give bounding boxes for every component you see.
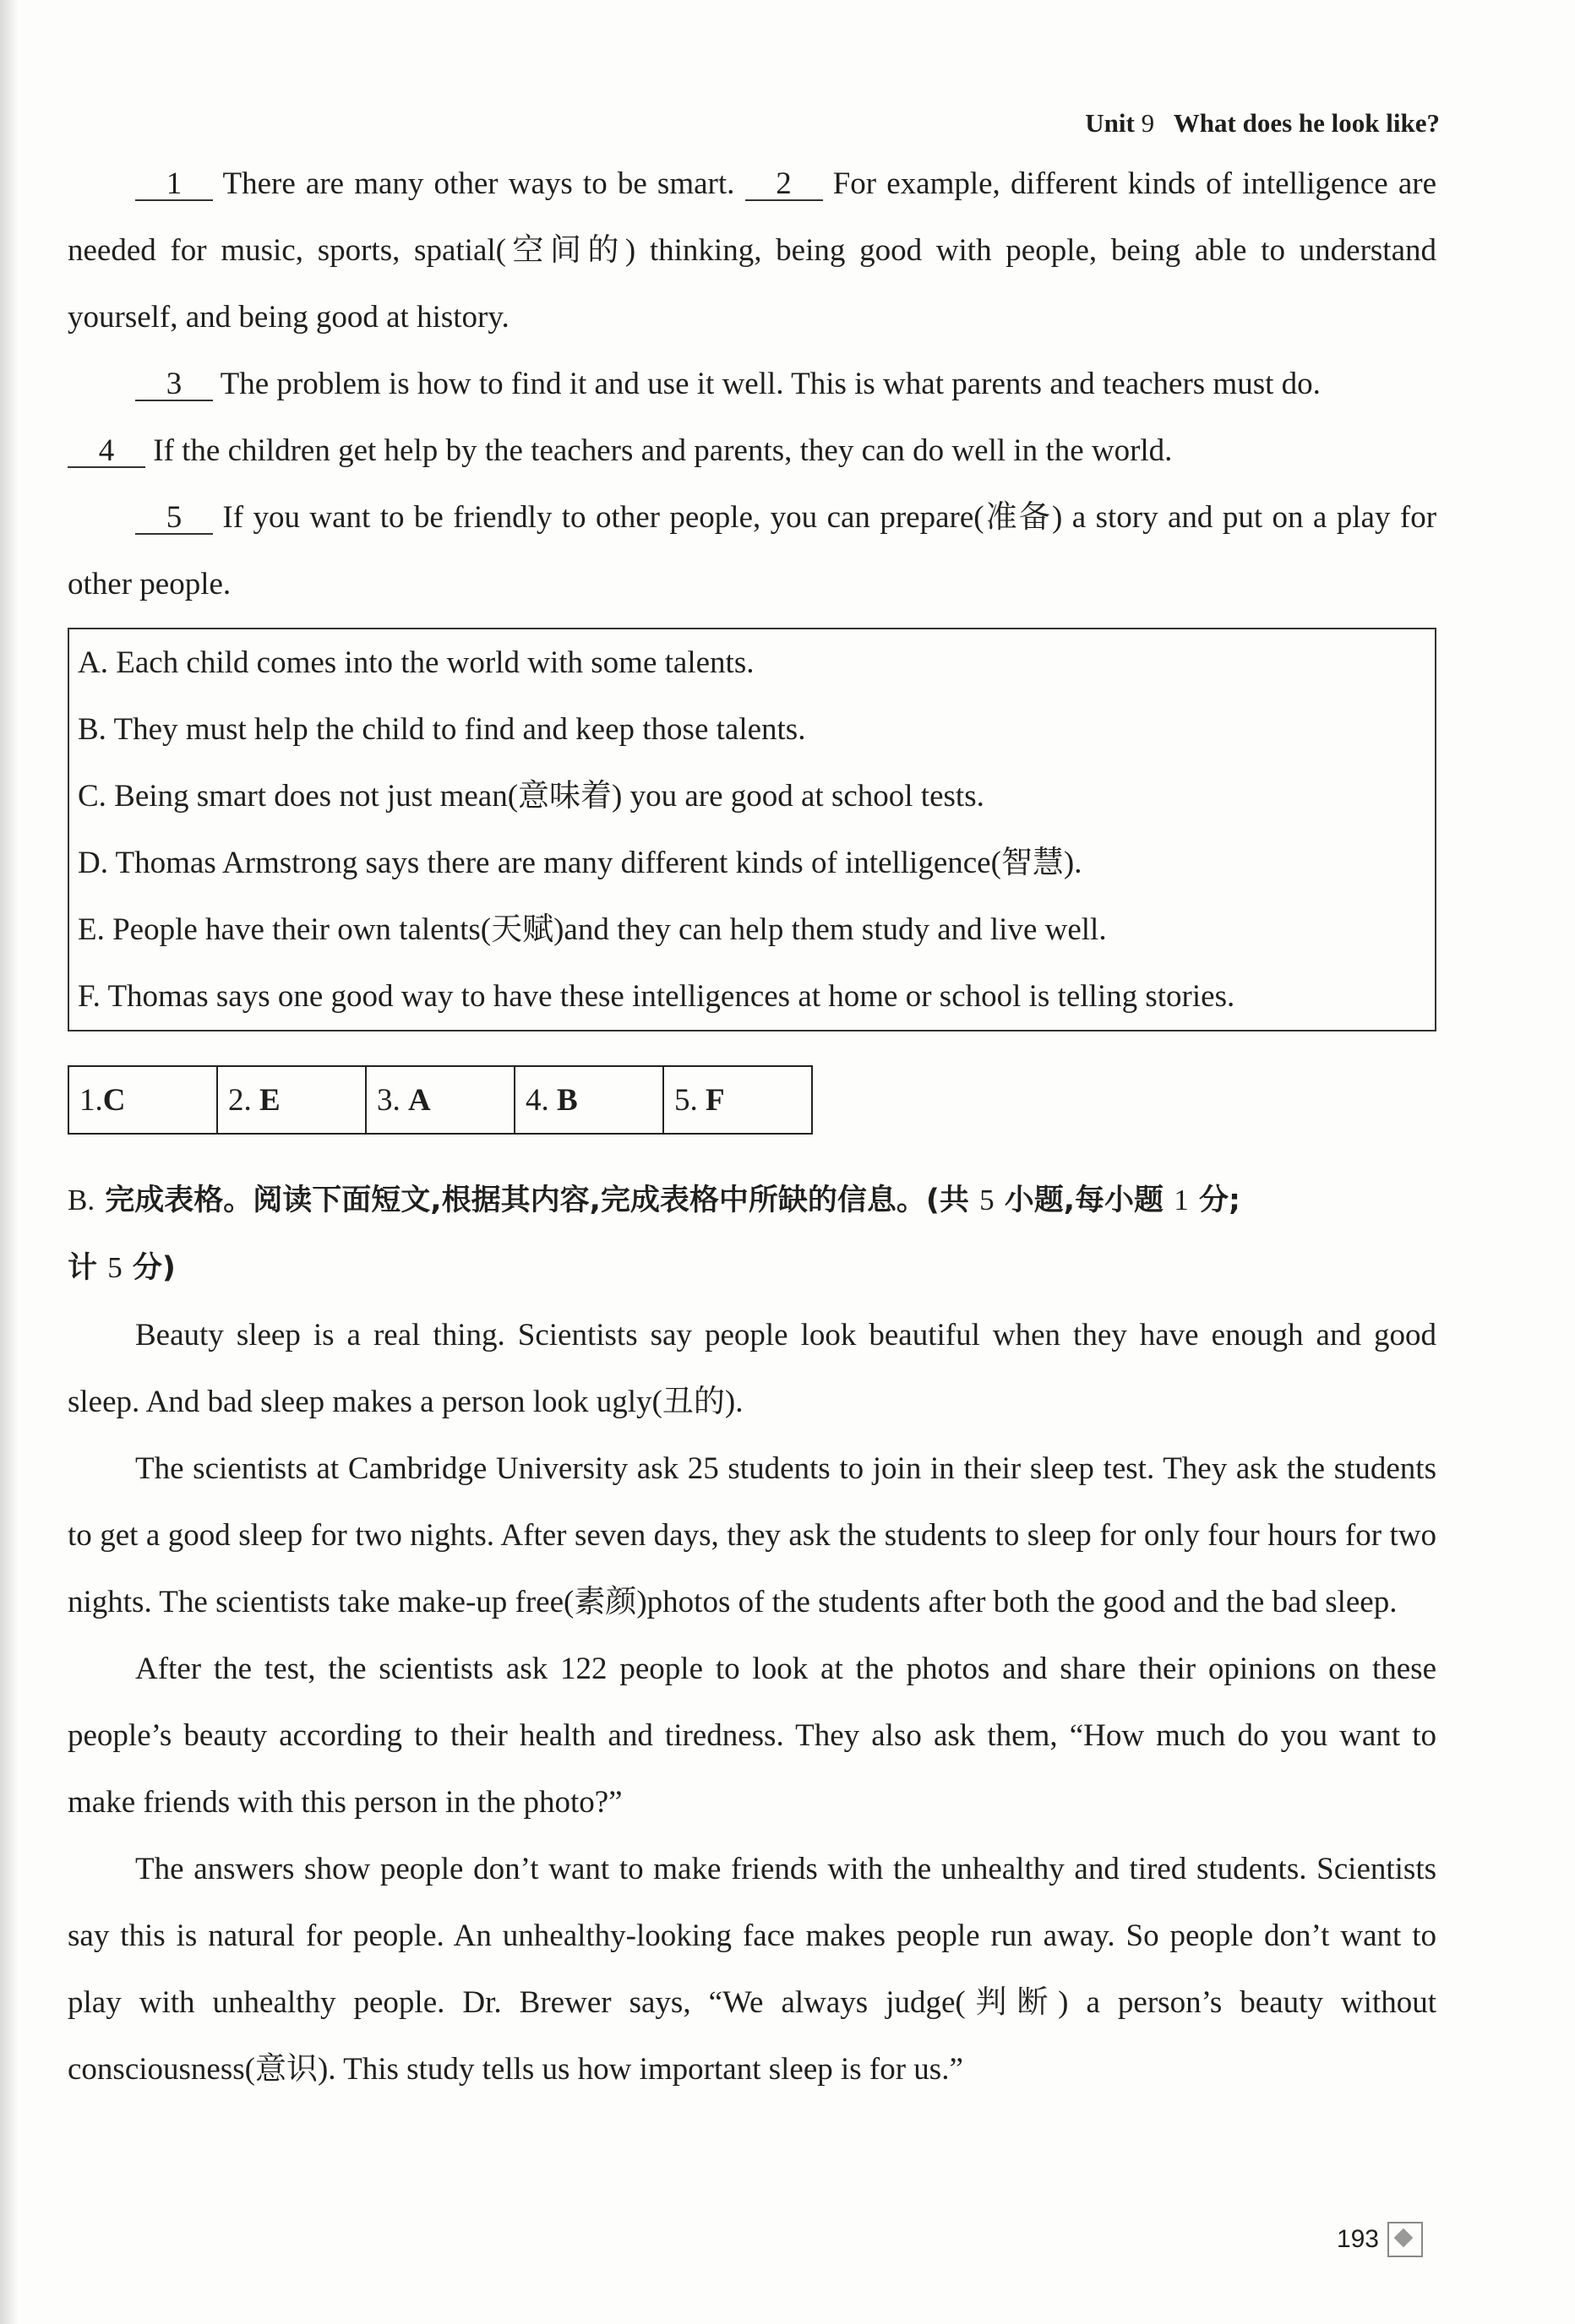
instruction-text: 小题,每小题 [1004,1184,1164,1217]
diamond-icon [1387,2222,1423,2257]
answer-row [68,1066,812,1134]
answer-value: C [102,1082,126,1118]
page-number-footer [1337,2222,1423,2257]
page-edge-shadow [0,0,19,2324]
instruction-text: 完成表格。阅读下面短文,根据其内容,完成表格中所缺的信息。(共 [105,1184,969,1217]
passage-a-paragraph-1 [68,150,1436,351]
answer-value: B [557,1082,578,1118]
answer-number: 1. [79,1082,103,1118]
answer-number: 3. [377,1082,401,1118]
answer-number: 4. [526,1082,549,1118]
passage-a-paragraph-3 [68,417,1436,484]
paragraph-text: If the children get help by the teachers and parents, they can do well in the world. [153,433,1173,468]
page-number: 193 [1336,2225,1379,2253]
paragraph-text: The problem is how to find it and use it well. This is what parents and teachers must do. [220,367,1321,401]
option-b: B. They must help the child to find and keep those talents. [78,712,806,747]
answer-cell-3[interactable] [366,1066,515,1134]
answer-number: 2. [228,1082,252,1118]
answer-blank-2[interactable]: 2 [745,169,823,201]
options-box [68,628,1436,1031]
instruction-text: 计 [68,1251,98,1285]
total-points: 5 [107,1251,123,1284]
answer-cell-2[interactable] [217,1066,366,1134]
passage-b-paragraph-2: The scientists at Cambridge University ask 25 students to join in their sleep test. They ask the students to get a good sleep for two nights. After seven days, they ask the students to sleep for only four hours for two nights. The scientists take make-up free(素颜)photos of the students after both the good and the bad sleep. [68,1451,1436,1619]
running-head [1085,108,1440,139]
question-count: 5 [979,1184,995,1216]
paragraph-text: There are many other ways to be smart. [222,166,735,201]
answer-value: A [408,1082,431,1118]
answer-blank-1[interactable]: 1 [135,169,213,201]
passage-a-paragraph-2 [68,351,1436,417]
section-letter: B. [68,1184,95,1216]
answer-blank-3[interactable]: 3 [135,369,213,401]
points-per-question: 1 [1174,1184,1189,1216]
section-b-instructions [68,1167,1436,1302]
answer-cell-5[interactable] [663,1066,812,1134]
answer-cell-1[interactable] [68,1066,217,1134]
option-c: C. Being smart does not just mean(意味着) you are good at school tests. [78,779,984,814]
passage-a-paragraph-4 [68,484,1436,618]
option-f: F. Thomas says one good way to have these intelligences at home or school is telling stories. [78,979,1235,1014]
paragraph-text: For example, different kinds of intelligence are needed for music, sports, spatial(空间的) thinking, being good with people, being able to understand yourself, and being good at history. [68,166,1437,335]
answer-number: 5. [674,1082,698,1118]
unit-title: What does he look like? [1173,108,1440,138]
answer-table [68,1065,813,1135]
passage-b-paragraph-4: The answers show people don’t want to make friends with the unhealthy and tired students. Scientists say this is natural for people. An unhealthy-looking face makes people run away. So people don’t want to play with unhealthy people. Dr. Brewer says, “We always judge(判断) a person’s beauty without consciousness(意识). This study tells us how important sleep is for us.” [68,1852,1436,2087]
answer-value: F [706,1082,725,1118]
option-e: E. People have their own talents(天赋)and they can help them study and live well. [78,912,1107,947]
answer-blank-4[interactable]: 4 [68,436,145,468]
instruction-text: 分) [132,1251,176,1285]
option-a: A. Each child comes into the world with some talents. [78,645,755,680]
passage-b-paragraph-3: After the test, the scientists ask 122 people to look at the photos and share their opinions on these people’s beauty according to their health and tiredness. They also ask them, “How much do you want to make friends with this person in the photo?” [68,1652,1436,1820]
passage-b-paragraph-1: Beauty sleep is a real thing. Scientists say people look beautiful when they have enough and good sleep. And bad sleep makes a person look ugly(丑的). [68,1318,1436,1419]
page-content [68,150,1436,2103]
unit-label: Unit [1085,108,1135,138]
answer-blank-5[interactable]: 5 [135,503,213,535]
option-d: D. Thomas Armstrong says there are many different kinds of intelligence(智慧). [78,846,1082,880]
instruction-text: 分; [1198,1184,1240,1217]
unit-number: 9 [1141,108,1155,138]
answer-value: E [259,1082,281,1118]
paragraph-text: If you want to be friendly to other people, you can prepare(准备) a story and put on a play for other people. [68,500,1437,601]
answer-cell-4[interactable] [515,1066,663,1134]
